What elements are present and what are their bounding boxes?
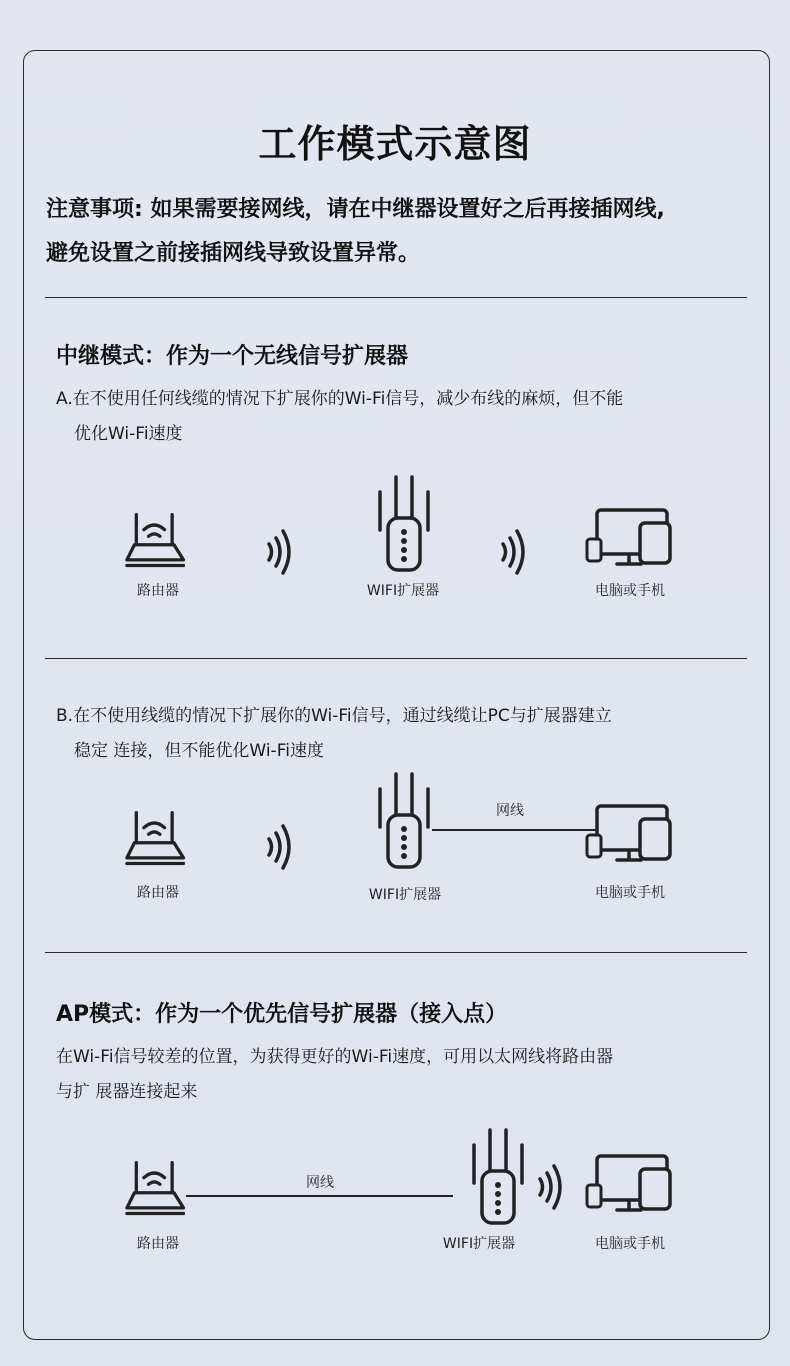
wifi-extender-icon (376, 474, 432, 574)
wifi-extender-icon (470, 1127, 526, 1227)
extender-label: WIFI扩展器 (368, 887, 442, 903)
router-icon (125, 808, 191, 870)
ap-text (56, 1040, 736, 1110)
section-b-line-1: B.在不使用线缆的情况下扩展你的Wi-Fi信号，通过线缆让PC与扩展器建立 (56, 706, 612, 726)
devices-label: 电脑或手机 (595, 885, 665, 901)
notice-line-2: 避免设置之前接插网线导致设置异常。 (46, 241, 421, 266)
repeater-mode-heading: 中继模式：作为一个无线信号扩展器 (56, 344, 409, 369)
ethernet-cable (432, 829, 597, 831)
section-b-text (56, 699, 736, 769)
ap-line-2: 与扩 展器连接起来 (56, 1082, 198, 1102)
notice-text (46, 188, 756, 276)
divider (45, 952, 747, 953)
wifi-signal-icon (536, 1162, 568, 1212)
section-b-line-2: 稳定 连接，但不能优化Wi-Fi速度 (74, 741, 324, 761)
section-a-line-2: 优化Wi-Fi速度 (74, 424, 183, 444)
section-a-text (56, 382, 736, 452)
divider (45, 297, 747, 298)
section-a-line-1: A.在不使用任何线缆的情况下扩展你的Wi-Fi信号，减少布线的麻烦，但不能 (56, 389, 624, 409)
computer-phone-icon (585, 507, 675, 567)
ethernet-cable (186, 1195, 453, 1197)
wifi-signal-icon (265, 822, 297, 872)
notice-line-1: 注意事项: 如果需要接网线，请在中继器设置好之后再接插网线, (46, 197, 665, 222)
cable-label: 网线 (496, 803, 524, 819)
extender-label: WIFI扩展器 (442, 1236, 516, 1252)
extender-label: WIFI扩展器 (366, 583, 440, 599)
computer-phone-icon (585, 803, 675, 863)
router-icon (125, 510, 191, 572)
ap-mode-heading: AP模式：作为一个优先信号扩展器（接入点） (56, 1002, 508, 1027)
divider (45, 658, 747, 659)
router-label: 路由器 (137, 885, 179, 901)
cable-label: 网线 (306, 1175, 334, 1191)
router-label: 路由器 (137, 1236, 179, 1252)
wifi-signal-icon (265, 527, 297, 577)
computer-phone-icon (585, 1153, 675, 1213)
router-icon (125, 1158, 191, 1220)
devices-label: 电脑或手机 (595, 1236, 665, 1252)
ap-line-1: 在Wi-Fi信号较差的位置，为获得更好的Wi-Fi速度，可用以太网线将路由器 (56, 1047, 614, 1067)
devices-label: 电脑或手机 (595, 583, 665, 599)
wifi-signal-icon (499, 527, 531, 577)
router-label: 路由器 (137, 583, 179, 599)
page-title: 工作模式示意图 (258, 122, 532, 166)
wifi-extender-icon (376, 771, 432, 871)
